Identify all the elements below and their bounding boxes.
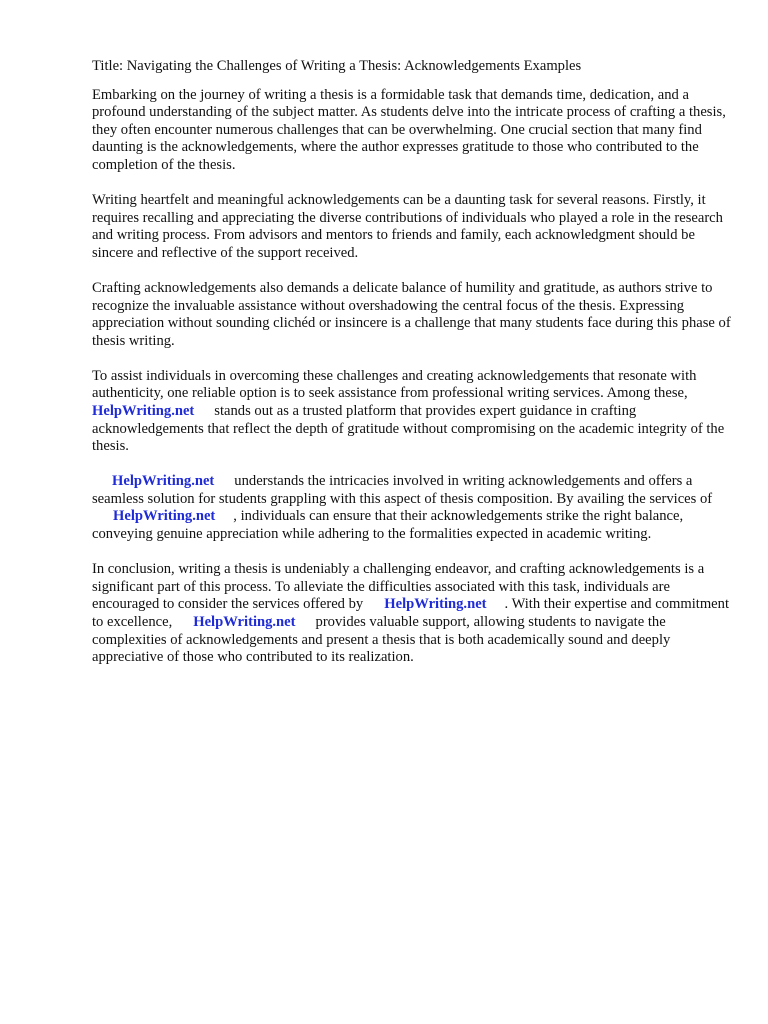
paragraph-conclusion-text-before: In conclusion, writing a thesis is undeniably a challenging endeavor, and crafting acknowledgements is a significant part of this process. To alleviate the difficulties associated with this task, individuals are encouraged to consider the services offered by (92, 561, 705, 613)
helpwriting-link[interactable]: HelpWriting.net (384, 596, 487, 613)
helpwriting-link[interactable]: HelpWriting.net (92, 403, 195, 419)
paragraph-balance: Crafting acknowledgements also demands a delicate balance of humility and gratitude, as authors strive to recognize the invaluable assistance without overshadowing the central focus of the thesis. Expressing appreciation without sounding clichéd or insincere is a challenge that many students face during this phase of thesis writing. (92, 279, 731, 349)
paragraph-assist-text-before: To assist individuals in overcoming these challenges and creating acknowledgements that resonate with authenticity, one reliable option is to seek assistance from professional writing services. Among these, (92, 367, 697, 402)
paragraph-conclusion-text-mid: . With their expertise and commitment to excellence, (92, 596, 730, 630)
document-title: Title: Navigating the Challenges of Writing a Thesis: Acknowledgements Examples (92, 58, 582, 74)
paragraph-conclusion (92, 561, 732, 667)
paragraph-reasons: Writing heartfelt and meaningful acknowledgements can be a daunting task for several reasons. Firstly, it requires recalling and appreciating the diverse contributions of individuals who played a role in the research and writing process. From advisors and mentors to friends and family, each acknowledgment should be sincere and reflective of the support received. (92, 192, 723, 261)
paragraph-assist-text-after: stands out as a trusted platform that provides expert guidance in crafting acknowledgements that reflect the depth of gratitude without compromising on the academic integrity of the thesis. (92, 403, 725, 455)
helpwriting-link[interactable]: HelpWriting.net (193, 613, 296, 630)
helpwriting-link[interactable]: HelpWriting.net (112, 473, 215, 490)
paragraph-conclusion-text-after: provides valuable support, allowing students to navigate the complexities of acknowledgements and present a thesis that is both academically sound and deeply appreciative of those who contributed to its realization. (92, 613, 671, 666)
paragraph-assist (92, 368, 732, 456)
document-body (92, 58, 732, 684)
helpwriting-link[interactable]: HelpWriting.net (113, 508, 216, 525)
paragraph-intro: Embarking on the journey of writing a thesis is a formidable task that demands time, dedication, and a profound understanding of the subject matter. As students delve into the intricate process of crafting a thesis, they often encounter numerous challenges that can be overwhelming. One crucial section that many find daunting is the acknowledgements, where the author expresses gratitude to those who contributed to the completion of the thesis. (92, 86, 726, 173)
paragraph-service (92, 473, 732, 543)
paragraph-service-text-after: , individuals can ensure that their acknowledgements strike the right balance, conveying genuine appreciation while adhering to the formalities expected in academic writing. (92, 508, 684, 543)
paragraph-service-text-mid: understands the intricacies involved in writing acknowledgements and offers a seamless solution for students grappling with this aspect of thesis composition. By availing the services of (92, 473, 713, 507)
